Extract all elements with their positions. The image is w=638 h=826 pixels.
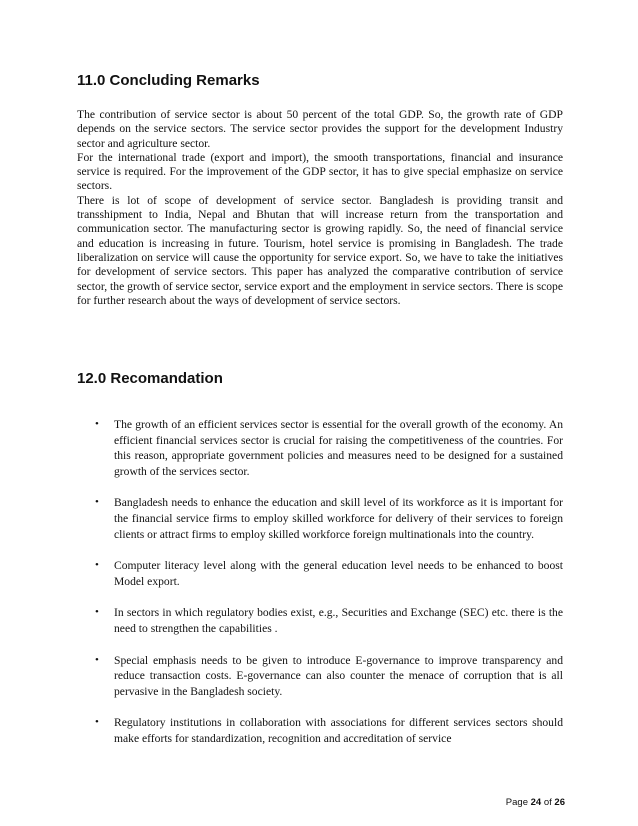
bullet-icon: • <box>95 716 99 729</box>
bullet-icon: • <box>95 418 99 430</box>
list-item <box>95 417 563 479</box>
page-number: 24 <box>530 797 542 808</box>
paragraph: The contribution of service sector is about 50 percent of the total GDP. So, the growth rate of GDP depends on the service sectors. The service sector provides the support for the development Industry sector and agriculture sector. <box>77 108 563 150</box>
bullet-icon: • <box>95 496 99 509</box>
bullet-icon: • <box>95 559 99 572</box>
paragraph: For the international trade (export and import), the smooth transportations, financial and insurance service is required. For the improvement of the GDP sector, it has to give special emphasize on service sectors. <box>77 150 563 193</box>
list-item <box>95 715 563 746</box>
paragraph: There is lot of scope of development of service sector. Bangladesh is providing transit and transshipment to India, Nepal and Bhutan that will increase return from the transportation and communication sector. The manufacturing sector is growing rapidly. So, the need of financial service and education is increasing in future. Tourism, hotel service is promising in Bangladesh. The trade liberalization on service will cause the opportunity for service export. So, we have to take the initiatives for development of service sectors. This paper has analyzed the comparative contribution of service sector, the growth of service sector, service export and the employment in service sectors. There is scope for further research about the ways of development of service sectors. <box>77 193 563 307</box>
of-label: of <box>543 797 552 808</box>
list-item-text: Regulatory institutions in collaboration with associations for different services sectors should make efforts for standardization, recognition and accreditation of service <box>114 716 563 745</box>
page-label: Page <box>505 797 528 808</box>
bullet-icon: • <box>95 653 99 666</box>
list-item-text: The growth of an efficient services sector is essential for the overall growth of the economy. An efficient financial services sector is crucial for raising the competitiveness of the countries. For this reason, appropriate government policies and measures need to be designed for a sustained growth of the services sector. <box>114 418 563 478</box>
list-item <box>95 605 563 636</box>
bullet-icon: • <box>95 606 99 619</box>
recommendation-list <box>95 417 563 763</box>
list-item <box>95 495 563 542</box>
list-item-text: Computer literacy level along with the general education level needs to be enhanced to boost Model export. <box>114 559 563 588</box>
list-item <box>95 653 563 700</box>
total-pages: 26 <box>554 797 565 808</box>
concluding-remarks-body <box>77 108 563 308</box>
page-footer <box>495 797 565 808</box>
list-item-text: In sectors in which regulatory bodies exist, e.g., Securities and Exchange (SEC) etc. there is the need to strengthen the capabilities . <box>114 606 563 635</box>
list-item-text: Special emphasis needs to be given to introduce E-governance to improve transparency and reduce transaction costs. E-governance can also counter the menace of corruption that is all pervasive in the Bangladesh society. <box>114 653 563 698</box>
section-heading-recommendation: 12.0 Recomandation <box>77 370 223 387</box>
list-item-text: Bangladesh needs to enhance the education and skill level of its workforce as it is important for the financial service firms to employ skilled workforce for delivery of their services to foreign clients or attract firms to employ skilled workforce foreign multinationals into the country. <box>114 496 563 541</box>
section-heading-concluding-remarks: 11.0 Concluding Remarks <box>77 72 260 89</box>
list-item <box>95 558 563 589</box>
